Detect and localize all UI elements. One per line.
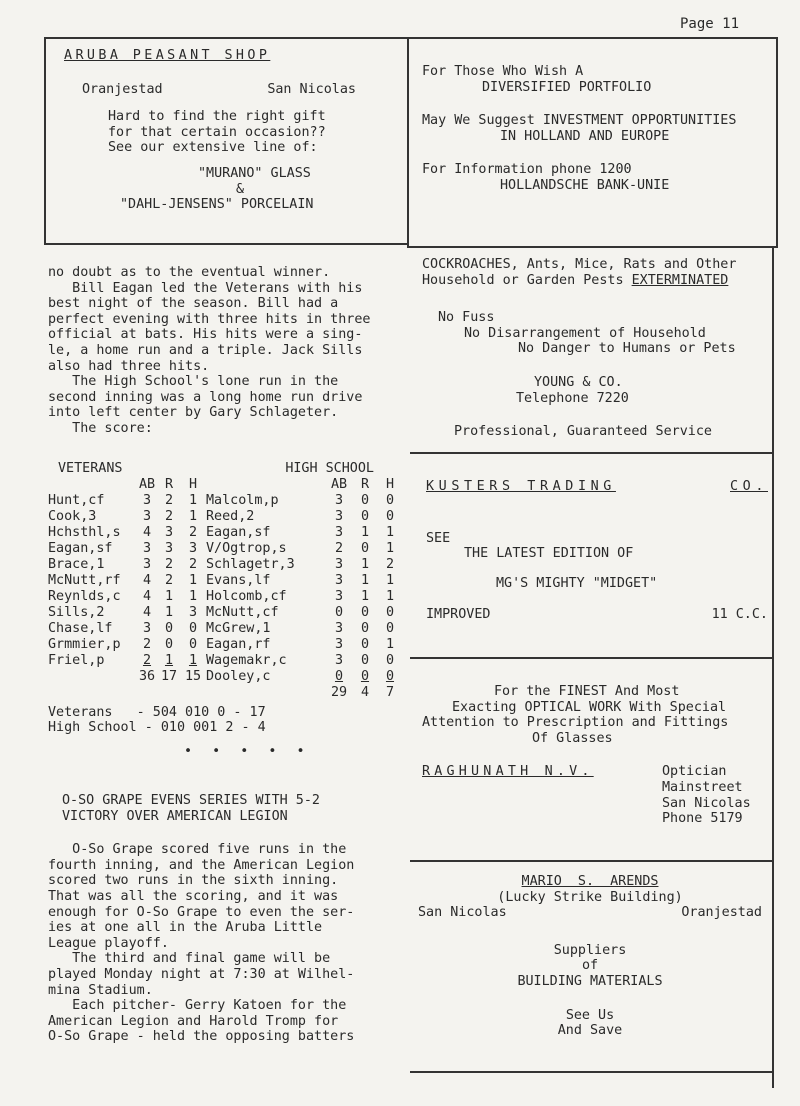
portfolio-ad [420, 64, 772, 194]
stat: 2 [188, 556, 198, 572]
stat: 1 [164, 604, 174, 620]
player-left: Cook,3 [48, 508, 97, 524]
stat: 3 [164, 524, 174, 540]
box-score-header [48, 477, 402, 493]
pest-ad-line6: YOUNG & CO. [534, 374, 623, 390]
article-line: scored two runs in the sixth inning. [48, 873, 339, 889]
header-r: R [360, 476, 370, 492]
portfolio-ad-line3: May We Suggest INVESTMENT OPPORTUNITIES [422, 113, 737, 129]
stat: 1 [385, 588, 395, 604]
pest-ad-line4: No Disarrangement of Household [464, 325, 706, 341]
player-left: Eagan,sf [48, 540, 113, 556]
arends-ad-right: Oranjestad [681, 905, 762, 921]
table-row [48, 589, 402, 605]
table-row [48, 605, 402, 621]
table-row [48, 685, 402, 701]
kusters-ad-bottom [410, 657, 773, 659]
kusters-ad-co: CO. [730, 479, 768, 494]
table-row [48, 509, 402, 525]
stat: 3 [334, 492, 344, 508]
optical-ad-r3: San Nicolas [662, 795, 751, 811]
optical-ad-line4: Of Glasses [532, 730, 613, 746]
portfolio-ad-bottom [407, 246, 778, 248]
table-row [48, 669, 402, 685]
pest-ad-bottom [410, 452, 773, 454]
stat: 0 [360, 636, 370, 652]
veterans-article [48, 265, 404, 437]
stat: 1 [385, 572, 395, 588]
pest-control-ad [418, 257, 770, 440]
stat: 0 [188, 620, 198, 636]
article-line: also had three hits. [48, 358, 210, 374]
stat: 1 [188, 588, 198, 604]
optical-ad-line1: For the FINEST And Most [494, 684, 680, 699]
article-line: O-So Grape - held the opposing batters [48, 1029, 355, 1045]
arends-ad-line1: (Lucky Strike Building) [497, 889, 683, 905]
article-line: perfect evening with three hits in three [48, 311, 371, 327]
stat: 0 [385, 652, 395, 668]
table-row [48, 573, 402, 589]
kusters-ad-line1: SEE [426, 530, 451, 546]
total: 29 [330, 684, 348, 700]
optical-ad-line3: Attention to Prescription and Fittings [422, 715, 729, 731]
stat: 2 [142, 636, 152, 652]
aruba-peasant-shop-ad [52, 48, 404, 213]
stat: 0 [334, 668, 344, 684]
stat: 0 [188, 636, 198, 652]
arends-ad-line3: of [581, 958, 599, 974]
table-row [48, 525, 402, 541]
kusters-ad-line3: MG'S MIGHTY "MIDGET" [496, 575, 658, 591]
header-h: H [188, 476, 198, 492]
player-right: V/Ogtrop,s [206, 540, 287, 556]
stat: 3 [142, 540, 152, 556]
stat: 4 [142, 588, 152, 604]
article-line: enough for O-So Grape to even the ser- [48, 904, 355, 920]
article-line: The third and final game will be [48, 951, 331, 967]
stat: 2 [188, 524, 198, 540]
stat: 3 [334, 620, 344, 636]
stat: 0 [385, 492, 395, 508]
kusters-ad-improved: IMPROVED [426, 607, 491, 623]
stat: 0 [360, 540, 370, 556]
total: 36 [138, 668, 156, 684]
stat: 1 [164, 588, 174, 604]
portfolio-ad-line4: IN HOLLAND AND EUROPE [500, 128, 670, 144]
player-left: Sills,2 [48, 604, 105, 620]
stat: 0 [385, 668, 395, 684]
player-left: Reynlds,c [48, 588, 121, 604]
article-line: Each pitcher- Gerry Katoen for the [48, 998, 347, 1014]
player-right: Malcolm,p [206, 492, 279, 508]
stat: 3 [142, 620, 152, 636]
oso-headline-1: O-SO GRAPE EVENS SERIES WITH 5-2 [62, 793, 320, 808]
table-row [48, 541, 402, 557]
optical-ad [418, 684, 770, 834]
arends-ad-line5: See Us [565, 1007, 615, 1023]
stat: 1 [188, 492, 198, 508]
stat: 0 [360, 668, 370, 684]
player-left [48, 669, 136, 685]
table-row [48, 557, 402, 573]
optical-ad-r4: Phone 5179 [662, 811, 743, 827]
stat: 4 [142, 524, 152, 540]
total: 17 [160, 668, 178, 684]
stat: 2 [142, 652, 152, 668]
total: 4 [360, 684, 370, 700]
arends-ad-line2: Suppliers [553, 942, 627, 958]
stat: 3 [334, 508, 344, 524]
right-border-lower [772, 248, 774, 1088]
pest-ad-line7: Telephone 7220 [516, 390, 629, 406]
aruba-ad-line1: Hard to find the right gift [108, 109, 326, 125]
aruba-ad-line3: See our extensive line of: [108, 140, 318, 156]
table-row [48, 621, 402, 637]
top-border [44, 37, 778, 39]
team-left-label: VETERANS [58, 461, 123, 476]
table-row [48, 493, 402, 509]
article-line: American Legion and Harold Tromp for [48, 1013, 339, 1029]
arends-ad-line6: And Save [557, 1023, 623, 1039]
player-right: Wagemakr,c [206, 652, 287, 668]
article-line: no doubt as to the eventual winner. [48, 265, 331, 280]
stat: 2 [164, 556, 174, 572]
stat: 0 [360, 652, 370, 668]
aruba-ad-title: ARUBA PEASANT SHOP [64, 48, 271, 63]
arends-ad-bottom [410, 1071, 773, 1073]
article-line: mina Stadium. [48, 982, 153, 998]
aruba-ad-line4: "MURANO" GLASS [198, 165, 311, 181]
stat: 3 [334, 524, 344, 540]
stat: 1 [164, 652, 174, 668]
article-line: Bill Eagan led the Veterans with his [48, 280, 363, 296]
stat: 1 [385, 524, 395, 540]
portfolio-ad-line5: For Information phone 1200 [422, 162, 632, 178]
player-right: McNutt,cf [206, 604, 279, 620]
stat: 3 [164, 540, 174, 556]
article-line: official at bats. His hits were a sing- [48, 327, 363, 343]
kusters-ad-cc: 11 C.C. [711, 607, 768, 623]
table-row [48, 637, 402, 653]
stat: 1 [360, 556, 370, 572]
article-line: second inning was a long home run drive [48, 389, 363, 405]
stat: 2 [164, 492, 174, 508]
player-right: Holcomb,cf [206, 588, 287, 604]
article-line: That was all the scoring, and it was [48, 888, 339, 904]
arends-ad-left: San Nicolas [418, 905, 507, 921]
stat: 0 [334, 604, 344, 620]
stat: 1 [360, 588, 370, 604]
kusters-trading-ad [426, 479, 768, 623]
stat: 0 [360, 492, 370, 508]
portfolio-ad-line6: HOLLANDSCHE BANK-UNIE [500, 177, 670, 193]
pest-ad-line2: Household or Garden Pests [422, 272, 632, 288]
section-separator: • • • • • [184, 743, 311, 759]
optical-ad-r1: Optician [662, 764, 727, 780]
stat: 3 [188, 604, 198, 620]
stat: 2 [164, 572, 174, 588]
stat: 2 [164, 508, 174, 524]
stat: 1 [188, 508, 198, 524]
player-left: Brace,1 [48, 556, 105, 572]
page-number: Page 11 [680, 16, 740, 32]
box-score-table [48, 477, 402, 701]
aruba-ad-line2: for that certain occasion?? [108, 124, 326, 140]
aruba-ad-line6: "DAHL-JENSENS" PORCELAIN [120, 197, 314, 213]
stat: 1 [385, 540, 395, 556]
article-line: The High School's lone run in the [48, 374, 339, 390]
player-left: Friel,p [48, 652, 105, 668]
stat: 2 [334, 540, 344, 556]
total: 15 [184, 668, 202, 684]
oso-headline-2: VICTORY OVER AMERICAN LEGION [62, 808, 288, 824]
optical-ad-name: RAGHUNATH N.V. [422, 764, 594, 780]
stat: 3 [334, 572, 344, 588]
player-right: Reed,2 [206, 508, 255, 524]
player-right: Eagan,sf [206, 524, 271, 540]
total [158, 685, 180, 701]
stat: 3 [142, 508, 152, 524]
header-r: R [164, 476, 174, 492]
article-line: O-So Grape scored five runs in the [48, 842, 347, 858]
arends-ad-title: MARIO S. ARENDS [521, 874, 659, 889]
stat: 3 [334, 652, 344, 668]
article-line: le, a home run and a triple. Jack Sills [48, 342, 363, 358]
right-border-top [776, 37, 778, 248]
stat: 0 [360, 620, 370, 636]
stat: 0 [385, 508, 395, 524]
header-ab: AB [138, 476, 156, 492]
player-left: Chase,lf [48, 620, 113, 636]
pest-ad-line5: No Danger to Humans or Pets [518, 341, 736, 357]
article-line: played Monday night at 7:30 at Wilhel- [48, 966, 355, 982]
pest-ad-line8: Professional, Guaranteed Service [454, 424, 712, 440]
middle-divider-top [407, 37, 409, 248]
article-line: ies at one all in the Aruba Little [48, 920, 323, 936]
player-right: Schlagetr,3 [206, 556, 295, 572]
kusters-ad-line2: THE LATEST EDITION OF [464, 546, 634, 562]
optical-ad-r2: Mainstreet [662, 779, 743, 795]
aruba-ad-line5: & [236, 181, 245, 197]
player-right [206, 685, 326, 701]
stat: 0 [164, 620, 174, 636]
player-left: McNutt,rf [48, 572, 121, 588]
stat: 3 [142, 492, 152, 508]
team-right-label: HIGH SCHOOL [285, 461, 374, 476]
player-left: Grmmier,p [48, 636, 121, 652]
article-line: The score: [48, 420, 153, 436]
stat: 4 [142, 572, 152, 588]
line-score-veterans: Veterans - 504 010 0 - 17 [48, 704, 266, 720]
line-score-high-school: High School - 010 001 2 - 4 [48, 720, 266, 736]
total [180, 685, 206, 701]
stat: 0 [385, 620, 395, 636]
stat: 1 [360, 524, 370, 540]
article-line: best night of the season. Bill had a [48, 296, 339, 312]
stat: 0 [385, 604, 395, 620]
optical-ad-bottom [410, 860, 773, 862]
optical-ad-line2: Exacting OPTICAL WORK With Special [452, 699, 727, 715]
stat: 1 [360, 572, 370, 588]
stat: 0 [360, 604, 370, 620]
stat: 1 [385, 636, 395, 652]
box-score [48, 461, 404, 759]
stat: 3 [188, 540, 198, 556]
player-left: Hchsthl,s [48, 524, 121, 540]
arends-ad [418, 874, 762, 1039]
article-line: fourth inning, and the American Legion [48, 857, 355, 873]
stat: 0 [164, 636, 174, 652]
kusters-ad-title: KUSTERS TRADING [426, 479, 616, 494]
player-left [48, 685, 136, 701]
pest-ad-exterminated: EXTERMINATED [631, 272, 729, 288]
stat: 3 [142, 556, 152, 572]
player-right: Eagan,rf [206, 636, 271, 652]
aruba-ad-bottom [44, 243, 408, 245]
stat: 0 [360, 508, 370, 524]
stat: 3 [334, 556, 344, 572]
pest-ad-line1: COCKROACHES, Ants, Mice, Rats and Other [422, 257, 737, 272]
player-left: Hunt,cf [48, 492, 105, 508]
aruba-ad-location-right: San Nicolas [267, 81, 356, 97]
portfolio-ad-line1: For Those Who Wish A [422, 64, 584, 79]
pest-ad-line3: No Fuss [438, 310, 495, 326]
player-right: Dooley,c [206, 668, 271, 684]
player-right: Evans,lf [206, 572, 271, 588]
article-line: League playoff. [48, 935, 169, 951]
article-line: into left center by Gary Schlageter. [48, 405, 339, 421]
stat: 3 [334, 588, 344, 604]
total [136, 685, 158, 701]
header-ab: AB [330, 476, 348, 492]
header-h: H [385, 476, 395, 492]
arends-ad-line4: BUILDING MATERIALS [517, 973, 663, 989]
table-row [48, 653, 402, 669]
total: 7 [385, 684, 395, 700]
stat: 3 [334, 636, 344, 652]
portfolio-ad-line2: DIVERSIFIED PORTFOLIO [482, 79, 652, 95]
aruba-ad-location-left: Oranjestad [82, 81, 163, 97]
player-right: McGrew,1 [206, 620, 271, 636]
stat: 4 [142, 604, 152, 620]
left-border-top [44, 37, 46, 244]
stat: 2 [385, 556, 395, 572]
stat: 1 [188, 572, 198, 588]
stat: 1 [188, 652, 198, 668]
oso-grape-article [48, 793, 404, 1045]
